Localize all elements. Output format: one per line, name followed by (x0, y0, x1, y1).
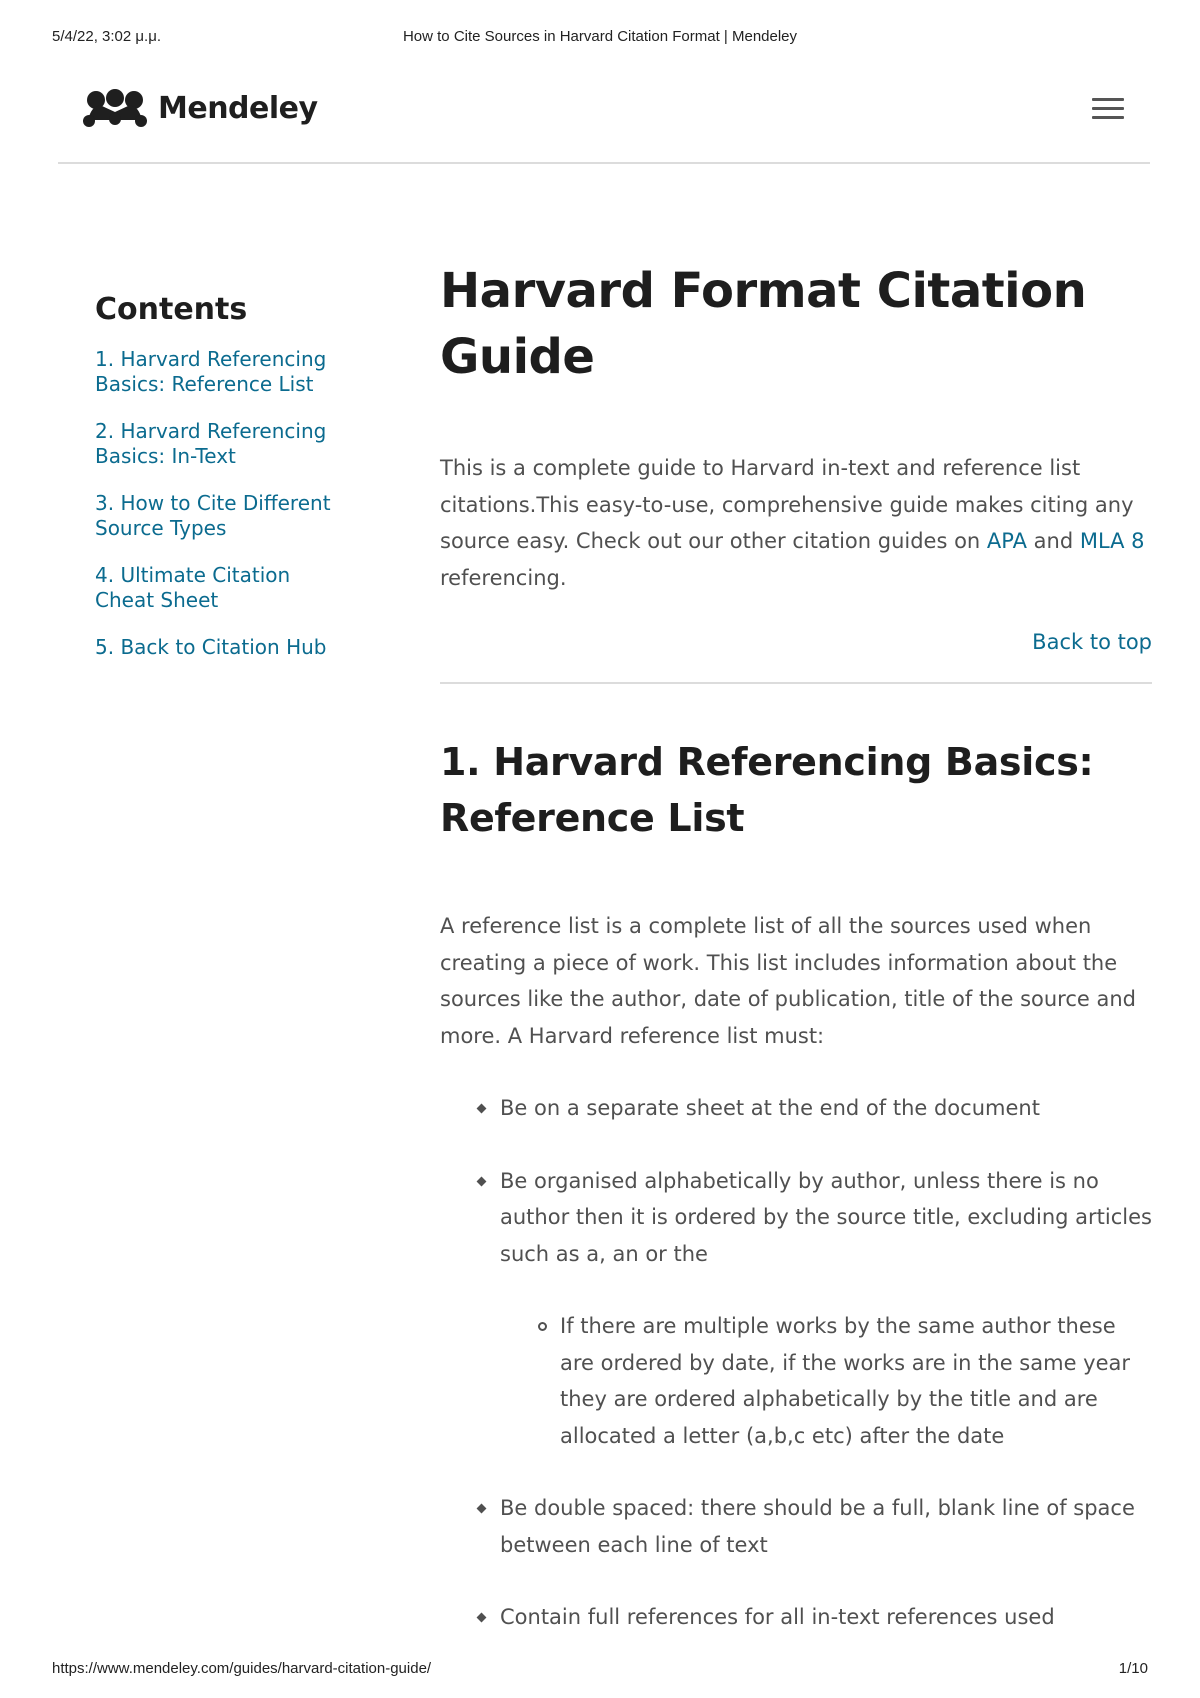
back-to-top-link[interactable]: Back to top (1032, 630, 1152, 654)
list-item: Contain full references for all in-text references used (500, 1599, 1152, 1636)
mla-guide-link[interactable]: MLA 8 (1079, 529, 1145, 553)
intro-and: and (1026, 529, 1080, 553)
section-heading-reference-list: 1. Harvard Referencing Basics: Reference List (440, 740, 1094, 840)
page-title: Harvard Format Citation Guide (440, 263, 1087, 385)
list-item: Be double spaced: there should be a full, blank line of space between each line of text (500, 1490, 1152, 1563)
apa-guide-link[interactable]: APA (986, 529, 1027, 553)
sub-list (500, 1308, 1152, 1454)
section-divider (440, 682, 1152, 684)
toc-item-source-types[interactable]: 3. How to Cite Different Source Types (95, 491, 331, 540)
toc-item-citation-hub[interactable]: 5. Back to Citation Hub (95, 635, 327, 659)
main-content (440, 258, 1152, 1672)
list-item: Be on a separate sheet at the end of the document (500, 1090, 1152, 1127)
mendeley-logo[interactable] (82, 88, 318, 128)
toc-item-reference-list[interactable]: 1. Harvard Referencing Basics: Reference List (95, 347, 327, 396)
print-url: https://www.mendeley.com/guides/harvard-citation-guide/ (52, 1660, 432, 1677)
intro-end: referencing. (440, 565, 567, 590)
mendeley-logo-icon (82, 88, 148, 128)
sub-list-item: If there are multiple works by the same author these are ordered by date, if the works are in the same year they are ordered alphabetically by the title and are allocated a letter (a,b,c etc) after the date (560, 1308, 1152, 1454)
toc-item-cheat-sheet[interactable]: 4. Ultimate Citation Cheat Sheet (95, 563, 291, 612)
table-of-contents (95, 292, 335, 682)
intro-text: This is a complete guide to Harvard in-text and reference list citations.This easy-to-use, comprehensive guide makes citing any source easy. Check out our other citation guides on (440, 456, 1134, 553)
print-page-number: 1/10 (1118, 1660, 1148, 1677)
reference-list-rules (440, 1090, 1152, 1636)
toc-item-in-text[interactable]: 2. Harvard Referencing Basics: In-Text (95, 419, 327, 468)
print-datetime: 5/4/22, 3:02 μ.μ. (52, 28, 162, 45)
list-item: Be organised alphabetically by author, unless there is no author then it is ordered by the source title, excluding articles such as a, an or the If there are multiple works by the same author these are ordered by date, if the works are in the same year they are ordered alphabetically by the title and are allocated a letter (a,b,c etc) after the date (500, 1163, 1152, 1455)
intro-paragraph (440, 450, 1152, 596)
print-page-title: How to Cite Sources in Harvard Citation Format | Mendeley (402, 28, 798, 45)
brand-name: Mendeley (158, 90, 318, 126)
toc-title: Contents (95, 292, 248, 327)
hamburger-menu-icon[interactable] (1092, 98, 1124, 124)
site-header (58, 80, 1150, 164)
reference-list-paragraph: A reference list is a complete list of all the sources used when creating a piece of work. This list includes information about the sources like the author, date of publication, title of the source and more. A Harvard reference list must: (440, 914, 1137, 1048)
